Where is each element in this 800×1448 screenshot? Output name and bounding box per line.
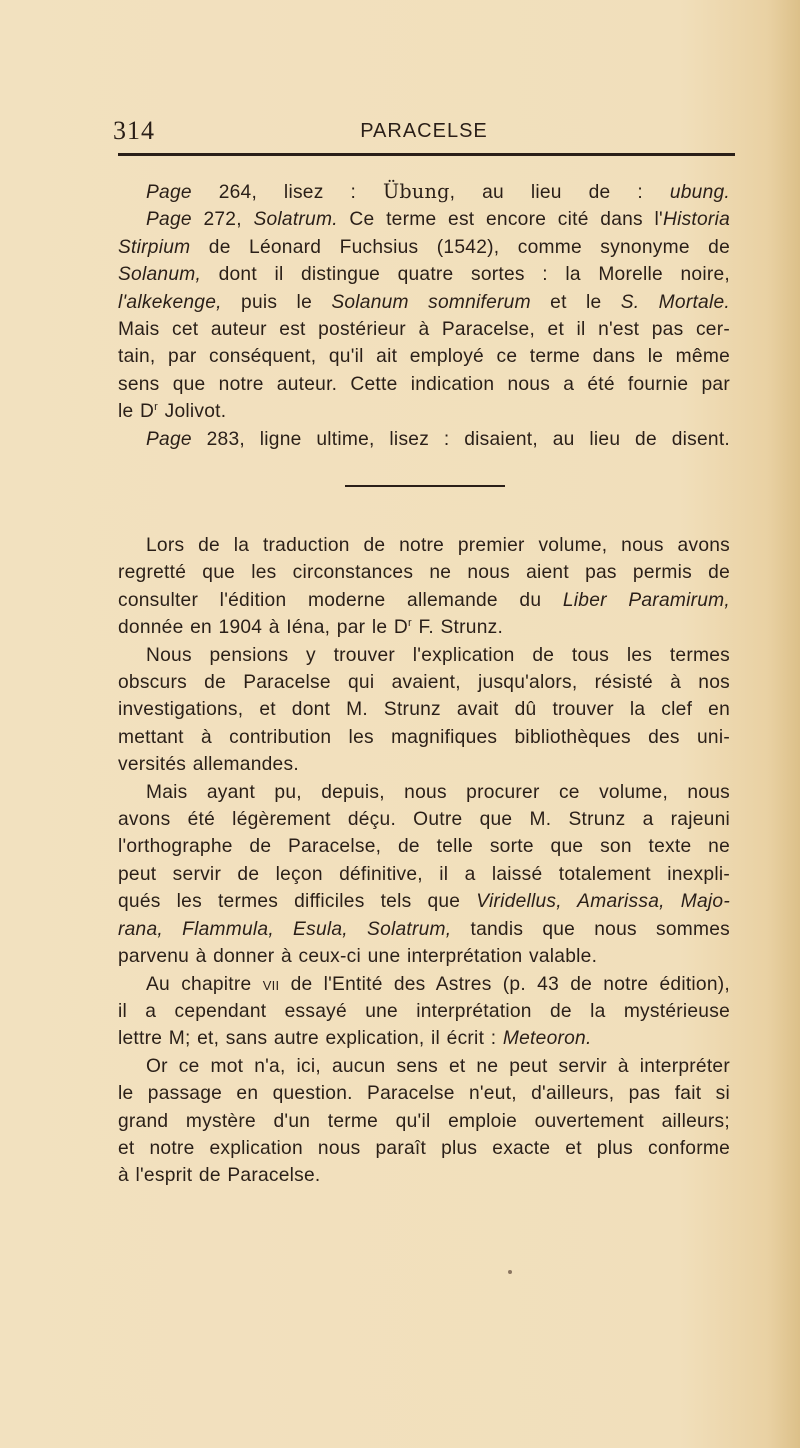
paragraph-line: donnée en 1904 à Iéna, par le $D^r$ F. Strunz.: [118, 617, 504, 639]
paragraph-line: versités allemandes.: [118, 754, 299, 776]
errata-line: Page 283, ligne ultime, lisez : disaient, au lieu de disent.: [146, 428, 730, 450]
paragraph-line: il a cependant essayé une interprétation de la mystérieuse: [118, 1000, 730, 1022]
paragraph-line: grand mystère d'un terme qu'il emploie ouvertement ailleurs;: [118, 1110, 730, 1132]
paragraph-line: avons été légèrement déçu. Outre que M. Strunz a rajeuni: [118, 809, 730, 831]
paragraph-line: peut servir de leçon définitive, il a laissé totalement inexpli-: [118, 863, 730, 885]
paragraph-line: Au chapitre vii de l'Entité des Astres (p. 43 de notre édition),: [146, 973, 730, 995]
errata-line: Mais cet auteur est postérieur à Paracelse, et il n'est pas cer-: [118, 319, 730, 341]
paragraph-line: Mais ayant pu, depuis, nous procurer ce volume, nous: [146, 781, 730, 803]
errata-line: l'alkekenge, puis le Solanum somniferum et le S. Mortale.: [118, 291, 730, 313]
paragraph-line: rana, Flammula, Esula, Solatrum, tandis que nous sommes: [118, 918, 730, 940]
paragraph-line: investigations, et dont M. Strunz avait dû trouver la clef en: [118, 699, 730, 721]
paragraph-line: Or ce mot n'a, ici, aucun sens et ne peut servir à interpréter: [146, 1055, 730, 1077]
header-rule: [118, 153, 735, 156]
paragraph-line: Lors de la traduction de notre premier volume, nous avons: [146, 535, 730, 556]
paragraph-line: obscurs de Paracelse qui avaient, jusqu'alors, résisté à nos: [118, 672, 730, 694]
paragraph-line: lettre M; et, sans autre explication, il écrit : Meteoron.: [118, 1028, 592, 1050]
paragraph-line: regretté que les circonstances ne nous aient pas permis de: [118, 562, 730, 584]
ink-speck: [508, 1270, 512, 1274]
paragraph-line: qués les termes difficiles tels que Viridellus, Amarissa, Majo-: [118, 891, 730, 913]
paragraph-line: l'orthographe de Paracelse, de telle sorte que son texte ne: [118, 836, 730, 858]
paragraph-line: parvenu à donner à ceux-ci une interprétation valable.: [118, 946, 598, 968]
paragraph-line: mettant à contribution les magnifiques bibliothèques des uni-: [118, 726, 730, 748]
page-number: 314: [113, 116, 155, 145]
errata-line: Stirpium de Léonard Fuchsius (1542), comme synonyme de: [118, 236, 730, 258]
errata-line: tain, par conséquent, qu'il ait employé ce terme dans le même: [118, 346, 730, 368]
paragraph-line: le passage en question. Paracelse n'eut, d'ailleurs, pas fait si: [118, 1083, 730, 1105]
errata-line: Solanum, dont il distingue quatre sortes : la Morelle noire,: [118, 264, 730, 286]
errata-line: le $D^r$ Jolivot.: [118, 401, 227, 423]
section-divider: [345, 485, 505, 487]
errata-section: [118, 178, 730, 453]
paragraph-line: consulter l'édition moderne allemande du Liber Paramirum,: [118, 589, 730, 611]
paragraph-line: Nous pensions y trouver l'explication de tous les termes: [146, 644, 730, 666]
page-header: [113, 116, 735, 156]
errata-line: Page 264, lisez : Übung, au lieu de : ubung.: [146, 180, 730, 203]
errata-line: sens que notre auteur. Cette indication nous a été fournie par: [118, 373, 730, 395]
paragraph-line: à l'esprit de Paracelse.: [118, 1165, 321, 1187]
paragraph-line: et notre explication nous paraît plus exacte et plus conforme: [118, 1137, 730, 1159]
main-text: [118, 532, 730, 1190]
errata-line: Page 272, Solatrum. Ce terme est encore cité dans l'Historia: [146, 209, 731, 231]
running-title: PARACELSE: [360, 120, 488, 142]
